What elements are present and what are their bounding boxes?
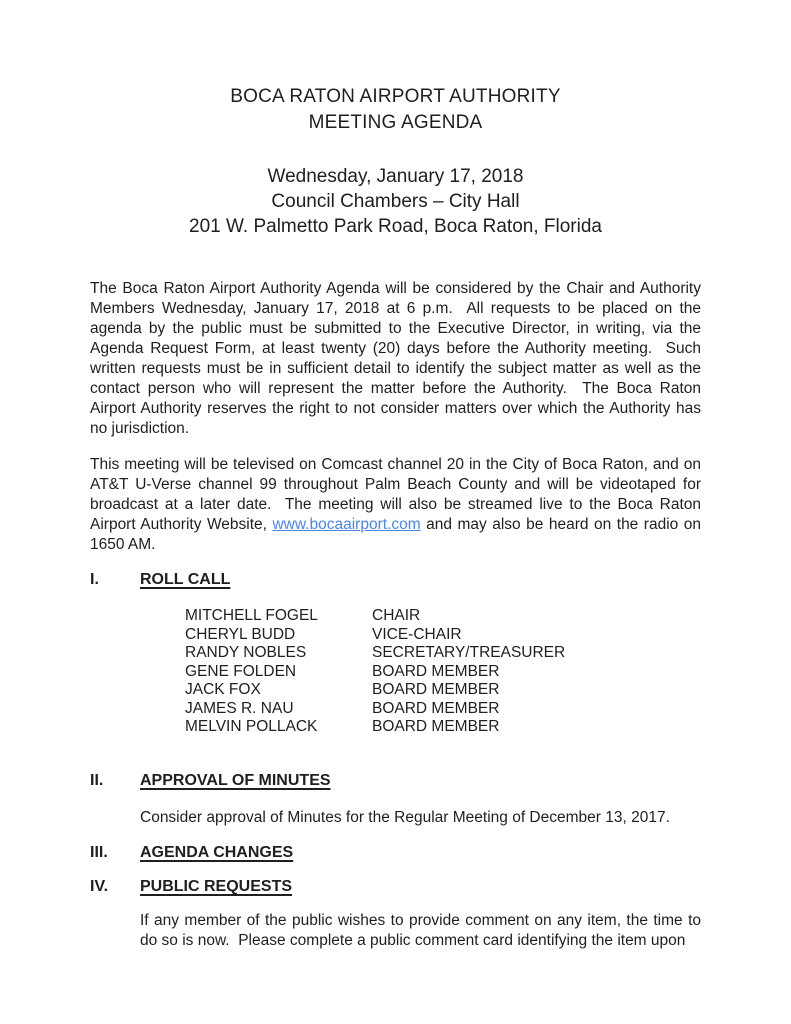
member-role: VICE-CHAIR <box>372 625 462 643</box>
member-name: MITCHELL FOGEL <box>185 607 318 624</box>
member-name: JAMES R. NAU <box>185 699 294 717</box>
broadcast-text-before-link: This meeting will be televised on Comcast channel 20 in the City of Boca Raton, and on AT&T U-Verse channel 99 throughout Palm Beach County and will be videotaped for broadcast at a later date. The meeting will also be streamed live to the Boca Raton Airport Authority Website, <box>90 455 706 533</box>
roll-call-row <box>185 681 701 700</box>
approval-of-minutes-body: Consider approval of Minutes for the Regular Meeting of December 13, 2017. <box>140 808 670 826</box>
member-role: CHAIR <box>372 607 421 624</box>
public-requests-body: If any member of the public wishes to provide comment on any item, the time to do so is now. Please complete a public comment card identifying the item upon <box>140 912 706 949</box>
member-name: JACK FOX <box>185 681 261 698</box>
event-date: Wednesday, January 17, 2018 <box>267 166 524 187</box>
member-role: BOARD MEMBER <box>372 681 500 698</box>
member-name: CHERYL BUDD <box>185 625 296 643</box>
document-title-line2: MEETING AGENDA <box>308 112 483 133</box>
roll-call-row <box>185 663 701 682</box>
section-numeral-roll-call: I. <box>90 571 99 588</box>
member-role: BOARD MEMBER <box>372 718 500 735</box>
section-heading-agenda-changes <box>90 843 701 863</box>
document-title-line1: BOCA RATON AIRPORT AUTHORITY <box>230 86 561 107</box>
intro-paragraph: The Boca Raton Airport Authority Agenda will be considered by the Chair and Authority Members Wednesday, January 17, 2018 at 6 p.m. All requests to be placed on the agenda by the public must be submitted to the Executive Director, in writing, via the Agenda Request Form, at least twenty (20) days before the Authority meeting. Such written requests must be in sufficient detail to identify the subject matter as well as the contact person who will represent the matter before the Authority. The Boca Raton Airport Authority reserves the right to not consider matters over which the Authority has no jurisdiction. <box>90 280 706 437</box>
section-title-agenda-changes: AGENDA CHANGES <box>140 844 294 861</box>
roll-call-row <box>185 607 701 626</box>
section-numeral-approval-of-minutes: II. <box>90 771 104 789</box>
broadcast-text-after-link: and may also be heard on the radio on 1650 AM. <box>90 515 706 553</box>
event-details <box>90 164 701 239</box>
member-role: BOARD MEMBER <box>372 662 500 680</box>
event-address: 201 W. Palmetto Park Road, Boca Raton, Florida <box>189 216 602 237</box>
member-name: MELVIN POLLACK <box>185 718 318 735</box>
roll-call-row <box>185 626 701 645</box>
section-title-public-requests: PUBLIC REQUESTS <box>140 878 293 895</box>
section-title-roll-call: ROLL CALL <box>140 571 231 588</box>
section-numeral-public-requests: IV. <box>90 878 109 895</box>
section-numeral-agenda-changes: III. <box>90 844 108 861</box>
roll-call-list <box>185 607 701 737</box>
section-heading-approval-of-minutes <box>90 771 701 791</box>
section-heading-roll-call <box>90 570 701 590</box>
airport-website-link[interactable]: www.bocaairport.com <box>272 515 421 533</box>
member-name: RANDY NOBLES <box>185 644 307 661</box>
roll-call-row <box>185 700 701 719</box>
roll-call-row <box>185 718 701 737</box>
roll-call-row <box>185 644 701 663</box>
member-role: SECRETARY/TREASURER <box>372 644 566 661</box>
event-venue: Council Chambers – City Hall <box>271 191 520 212</box>
member-role: BOARD MEMBER <box>372 699 500 717</box>
member-name: GENE FOLDEN <box>185 662 297 680</box>
section-title-approval-of-minutes: APPROVAL OF MINUTES <box>140 771 331 789</box>
document-title <box>90 84 701 136</box>
broadcast-paragraph <box>90 455 706 555</box>
section-heading-public-requests <box>90 877 701 897</box>
